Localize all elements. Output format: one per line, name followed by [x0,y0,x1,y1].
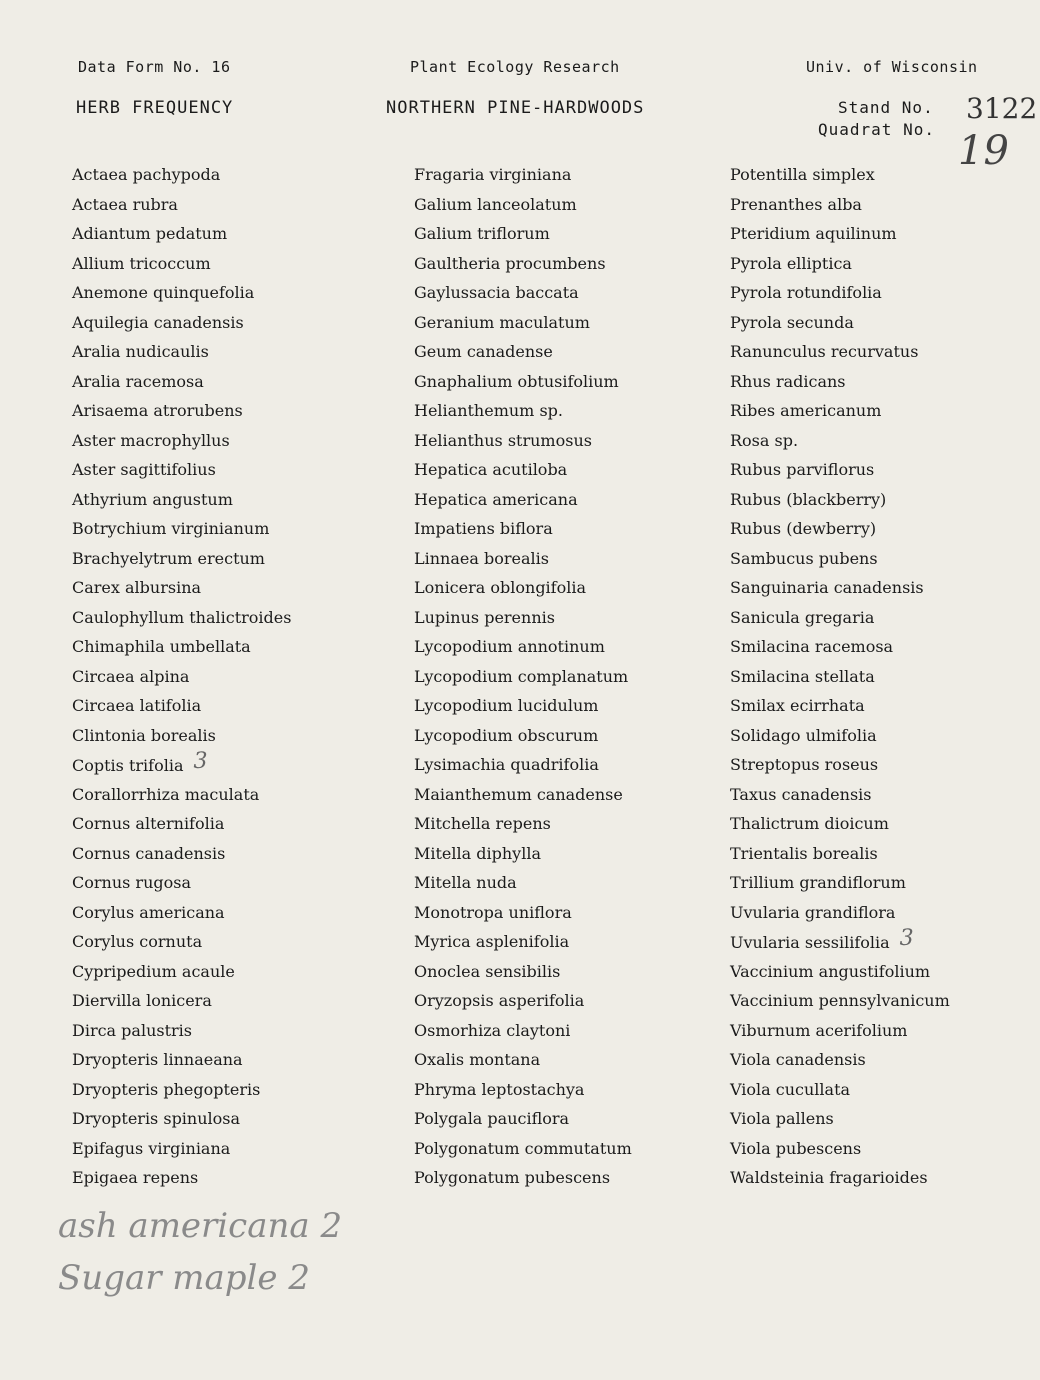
species-name: Galium triflorum [414,224,550,243]
species-name: Aralia nudicaulis [72,342,209,361]
form-number: Data Form No. 16 [78,58,231,76]
species-name: Streptopus roseus [730,755,879,774]
species-name: Sambucus pubens [730,548,878,568]
species-row [730,632,1040,662]
species-name: Chimaphila umbellata [72,637,251,656]
species-row [414,396,744,426]
species-row [414,632,744,662]
species-name: Linnaea borealis [414,548,549,568]
species-name: Ranunculus recurvatus [730,342,919,361]
species-name: Polygonatum pubescens [414,1168,611,1187]
species-row [72,691,402,721]
species-row [72,750,402,780]
species-row [414,308,744,338]
species-row [730,573,1040,603]
species-row [730,986,1040,1016]
species-name: Lycopodium obscurum [414,725,599,745]
species-name: Trillium grandiflorum [730,873,906,892]
species-name: Coptis trifolia [72,756,184,775]
species-name: Oryzopsis asperifolia [414,991,585,1010]
species-name: Thalictrum dioicum [730,814,889,833]
species-row [72,1016,402,1046]
species-row [414,603,744,633]
species-row [72,308,402,338]
species-row [414,868,744,898]
handwritten-notes [58,1200,342,1304]
species-name: Corylus americana [72,902,225,922]
species-row [414,1163,744,1193]
species-name: Caulophyllum thalictroides [72,607,292,627]
species-name: Pyrola elliptica [730,253,852,273]
species-row [730,514,1040,544]
species-row [414,485,744,515]
species-row [72,1075,402,1105]
species-row [72,957,402,987]
species-row [730,426,1040,456]
species-row [72,190,402,220]
species-name: Polygonatum commutatum [414,1138,632,1158]
species-row [72,632,402,662]
species-row [72,868,402,898]
species-row [730,1075,1040,1105]
species-name: Lycopodium complanatum [414,666,629,686]
species-name: Rosa sp. [730,430,799,450]
species-row [72,278,402,308]
species-row [730,927,1040,957]
species-row [72,603,402,633]
species-name: Geranium maculatum [414,312,590,332]
species-row [414,691,744,721]
species-row [72,426,402,456]
species-name: Botrychium virginianum [72,519,270,538]
species-name: Helianthus strumosus [414,430,592,450]
species-name: Viburnum acerifolium [730,1020,908,1040]
species-row [414,662,744,692]
species-name: Clintonia borealis [72,725,216,745]
species-name: Taxus canadensis [730,784,872,804]
species-name: Smilacina stellata [730,666,875,686]
species-row [414,1104,744,1134]
species-row [414,927,744,957]
research-heading: Plant Ecology Research [410,58,620,76]
species-name: Corylus cornuta [72,932,203,951]
species-name: Gaylussacia baccata [414,283,579,302]
species-row [730,1163,1040,1193]
species-name: Gnaphalium obtusifolium [414,371,619,391]
species-name: Cornus canadensis [72,843,226,863]
species-row [72,721,402,751]
species-row [730,868,1040,898]
species-row [730,1104,1040,1134]
species-row [72,249,402,279]
species-row [730,190,1040,220]
species-name: Polygala pauciflora [414,1109,570,1128]
species-name: Diervilla lonicera [72,991,212,1010]
species-name: Waldsteinia fragarioides [730,1168,928,1187]
species-name: Mitella nuda [414,873,517,892]
species-name: Helianthemum sp. [414,401,563,420]
species-name: Dryopteris spinulosa [72,1109,241,1128]
species-row [730,544,1040,574]
species-row [72,544,402,574]
species-name: Viola pallens [730,1109,834,1128]
species-name: Osmorhiza claytoni [414,1020,571,1040]
species-row [72,986,402,1016]
species-row [414,190,744,220]
species-row [730,839,1040,869]
species-row [730,219,1040,249]
species-name: Dirca palustris [72,1020,192,1040]
species-name: Rubus (blackberry) [730,489,887,509]
species-row [72,514,402,544]
species-row [72,1163,402,1193]
stand-label: Stand No. [838,98,934,117]
stand-number: 3122 [966,92,1038,125]
species-name: Geum canadense [414,342,553,361]
species-name: Aralia racemosa [72,371,204,391]
species-name: Trientalis borealis [730,843,878,863]
species-name: Carex albursina [72,578,202,597]
species-row [730,1134,1040,1164]
species-row [730,485,1040,515]
species-row [414,219,744,249]
species-row [72,367,402,397]
species-row [414,809,744,839]
species-name: Oxalis montana [414,1050,541,1069]
species-name: Allium tricoccum [72,253,211,273]
species-row [72,1104,402,1134]
species-row [414,160,744,190]
species-row [414,249,744,279]
species-name: Hepatica acutiloba [414,460,568,479]
species-row [414,1045,744,1075]
species-row [414,839,744,869]
species-row [730,809,1040,839]
species-row [72,898,402,928]
species-name: Smilacina racemosa [730,637,894,656]
species-row [730,1016,1040,1046]
species-row [414,514,744,544]
species-row [730,367,1040,397]
species-name: Aster sagittifolius [72,460,216,479]
species-name: Viola canadensis [730,1050,866,1069]
species-name: Prenanthes alba [730,194,862,214]
species-name: Monotropa uniflora [414,902,572,922]
species-row [730,308,1040,338]
species-name: Lycopodium annotinum [414,637,605,656]
species-name: Actaea rubra [72,194,178,214]
community-title: NORTHERN PINE-HARDWOODS [386,98,645,118]
species-row [414,780,744,810]
species-name: Epifagus virginiana [72,1138,231,1158]
species-name: Pyrola rotundifolia [730,283,882,302]
species-name: Circaea latifolia [72,696,202,715]
species-name: Phryma leptostachya [414,1079,585,1099]
species-row [414,1134,744,1164]
species-name: Impatiens biflora [414,519,553,538]
species-name: Arisaema atrorubens [72,401,243,420]
species-row [72,809,402,839]
species-name: Fragaria virginiana [414,165,572,184]
species-row [72,219,402,249]
species-row [730,691,1040,721]
species-name: Cypripedium acaule [72,961,235,981]
species-row [414,573,744,603]
species-name: Athyrium angustum [72,489,233,509]
species-row [730,662,1040,692]
frequency-mark: 3 [899,926,914,951]
species-row [72,455,402,485]
species-row [72,839,402,869]
form-title: HERB FREQUENCY [76,98,234,118]
species-row [414,898,744,928]
species-name: Sanicula gregaria [730,607,875,627]
quadrat-label: Quadrat No. [818,120,935,139]
species-row [72,662,402,692]
species-name: Onoclea sensibilis [414,961,561,981]
species-row [730,957,1040,987]
species-row [730,337,1040,367]
species-row [414,750,744,780]
species-row [730,278,1040,308]
species-name: Aster macrophyllus [72,430,230,450]
species-row [72,1134,402,1164]
quadrat-number: 19 [958,128,1009,174]
species-name: Gaultheria procumbens [414,253,606,273]
species-row [72,1045,402,1075]
species-name: Uvularia grandiflora [730,902,896,922]
species-row [414,426,744,456]
species-row [730,396,1040,426]
species-row [730,160,1040,190]
species-row [72,485,402,515]
species-name: Smilax ecirrhata [730,696,865,715]
species-name: Cornus rugosa [72,873,192,892]
species-row [72,780,402,810]
species-column-3 [730,160,1040,1193]
species-name: Dryopteris linnaeana [72,1050,243,1069]
species-name: Uvularia sessilifolia [730,933,890,952]
species-name: Mitella diphylla [414,843,541,863]
species-row [414,957,744,987]
species-row [730,750,1040,780]
species-name: Cornus alternifolia [72,814,225,833]
species-name: Potentilla simplex [730,165,875,184]
species-column-2 [414,160,744,1193]
species-row [72,927,402,957]
species-name: Aquilegia canadensis [72,312,244,332]
species-row [414,455,744,485]
species-row [730,898,1040,928]
species-name: Anemone quinquefolia [72,283,255,302]
university-heading: Univ. of Wisconsin [806,58,978,76]
species-row [414,544,744,574]
species-name: Dryopteris phegopteris [72,1079,261,1099]
species-row [414,986,744,1016]
species-name: Solidago ulmifolia [730,725,877,745]
species-row [414,278,744,308]
species-name: Rubus (dewberry) [730,519,877,538]
species-name: Adiantum pedatum [72,224,228,243]
species-name: Rhus radicans [730,371,846,391]
species-name: Rubus parviflorus [730,460,875,479]
species-name: Sanguinaria canadensis [730,578,924,597]
species-name: Pyrola secunda [730,312,854,332]
species-name: Lonicera oblongifolia [414,578,586,597]
species-row [730,249,1040,279]
species-name: Ribes americanum [730,401,882,420]
species-row [414,367,744,397]
species-name: Actaea pachypoda [72,165,221,184]
species-name: Pteridium aquilinum [730,224,897,243]
species-row [730,455,1040,485]
species-row [72,573,402,603]
species-name: Maianthemum canadense [414,784,623,804]
species-row [72,396,402,426]
species-row [730,1045,1040,1075]
species-column-1 [72,160,402,1193]
species-name: Mitchella repens [414,814,551,833]
species-row [72,160,402,190]
species-name: Myrica asplenifolia [414,932,570,951]
species-name: Hepatica americana [414,489,578,509]
note-line: ash americana 2 [58,1206,343,1246]
species-name: Corallorrhiza maculata [72,784,260,804]
species-row [730,721,1040,751]
frequency-mark: 3 [193,749,208,774]
species-name: Viola cucullata [730,1079,851,1099]
species-name: Lysimachia quadrifolia [414,755,599,774]
species-name: Epigaea repens [72,1168,199,1187]
species-name: Lycopodium lucidulum [414,696,599,715]
species-row [730,603,1040,633]
species-row [72,337,402,367]
species-name: Viola pubescens [730,1138,862,1158]
species-name: Vaccinium angustifolium [730,961,931,981]
species-row [414,1075,744,1105]
species-row [414,1016,744,1046]
species-row [414,721,744,751]
species-row [414,337,744,367]
species-name: Circaea alpina [72,666,190,686]
species-name: Lupinus perennis [414,607,555,627]
species-name: Vaccinium pennsylvanicum [730,991,950,1010]
species-name: Galium lanceolatum [414,194,577,214]
species-name: Brachyelytrum erectum [72,548,265,568]
species-row [730,780,1040,810]
note-line: Sugar maple 2 [58,1258,310,1298]
